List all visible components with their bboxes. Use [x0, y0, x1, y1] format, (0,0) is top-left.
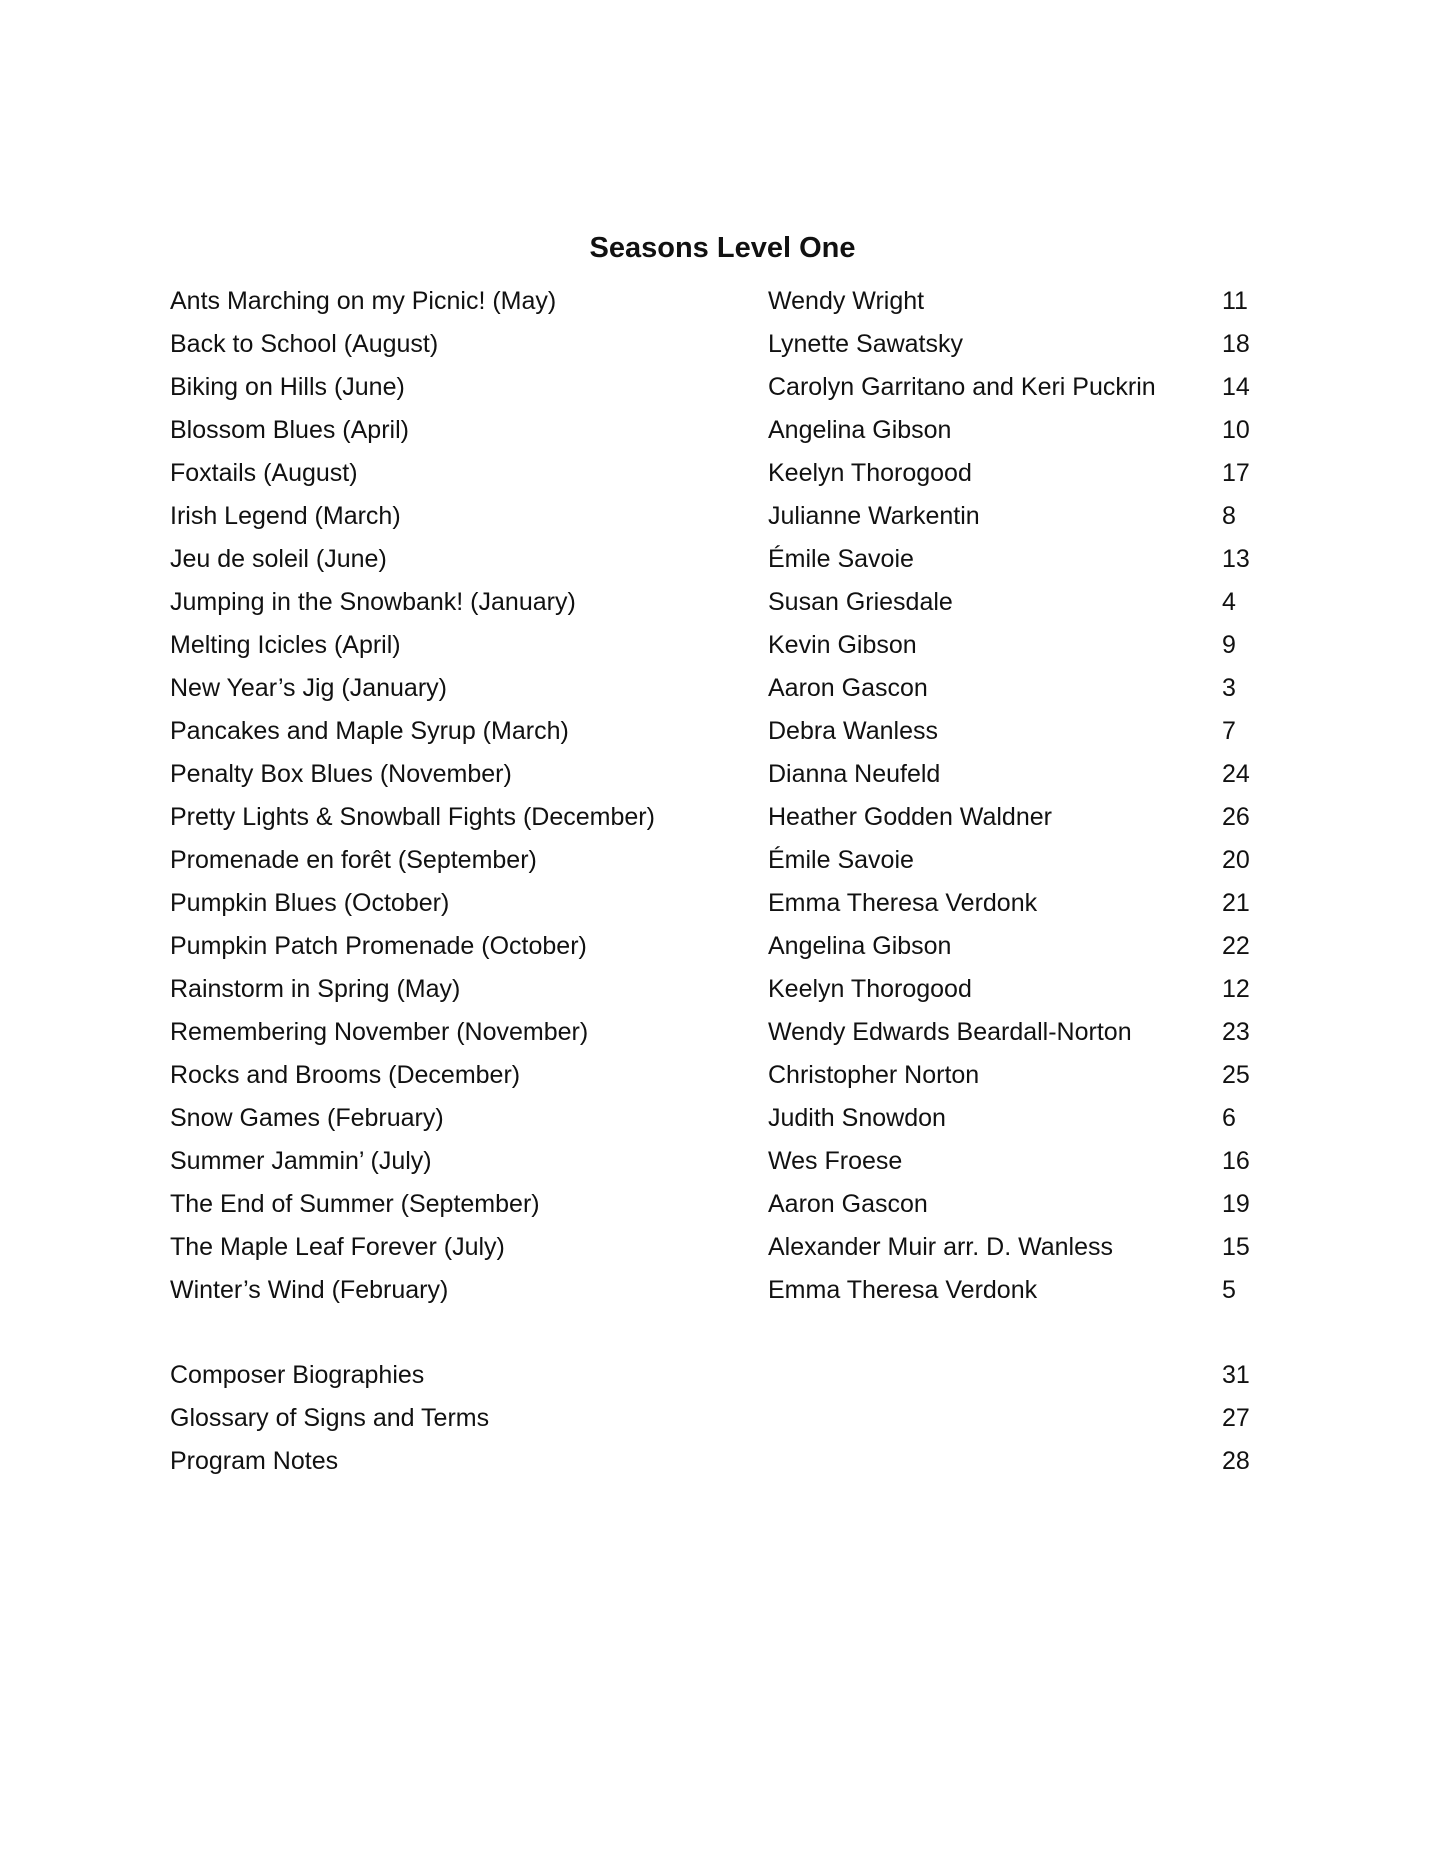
toc-entry — [170, 928, 1270, 971]
supplement-entry — [170, 1400, 1270, 1443]
toc-entry — [170, 1272, 1270, 1315]
supplement-entry — [170, 1443, 1270, 1486]
toc-entry — [170, 412, 1270, 455]
composer-name: Judith Snowdon — [768, 1104, 946, 1132]
page-number: 8 — [1222, 502, 1236, 530]
piece-title: Penalty Box Blues (November) — [170, 760, 512, 788]
supplement-title: Composer Biographies — [170, 1361, 425, 1389]
toc-entry — [170, 283, 1270, 326]
composer-name: Keelyn Thorogood — [768, 975, 972, 1003]
page-number: 21 — [1222, 889, 1250, 917]
toc-entry — [170, 1143, 1270, 1186]
piece-title: Rocks and Brooms (December) — [170, 1061, 521, 1089]
page-number: 3 — [1222, 674, 1236, 702]
piece-title: Biking on Hills (June) — [170, 373, 405, 401]
piece-title: Pumpkin Patch Promenade (October) — [170, 932, 587, 960]
composer-name: Alexander Muir arr. D. Wanless — [768, 1233, 1114, 1261]
composer-name: Debra Wanless — [768, 717, 938, 745]
toc-entry — [170, 1100, 1270, 1143]
toc-entry — [170, 756, 1270, 799]
composer-name: Emma Theresa Verdonk — [768, 889, 1038, 917]
composer-name: Wes Froese — [768, 1147, 903, 1175]
composer-name: Keelyn Thorogood — [768, 459, 972, 487]
composer-name: Lynette Sawatsky — [768, 330, 964, 358]
supplement-title: Glossary of Signs and Terms — [170, 1404, 490, 1432]
page-number: 25 — [1222, 1061, 1250, 1089]
piece-title: Jeu de soleil (June) — [170, 545, 387, 573]
supplement-title: Program Notes — [170, 1447, 339, 1475]
page-number: 4 — [1222, 588, 1236, 616]
page-number: 18 — [1222, 330, 1250, 358]
piece-title: Remembering November (November) — [170, 1018, 589, 1046]
piece-title: Pumpkin Blues (October) — [170, 889, 450, 917]
composer-name: Angelina Gibson — [768, 416, 952, 444]
piece-title: Winter’s Wind (February) — [170, 1276, 449, 1304]
page-number: 12 — [1222, 975, 1250, 1003]
page-number: 13 — [1222, 545, 1250, 573]
page-number: 14 — [1222, 373, 1250, 401]
toc-entry — [170, 670, 1270, 713]
composer-name: Susan Griesdale — [768, 588, 953, 616]
piece-title: Foxtails (August) — [170, 459, 358, 487]
page-number: 6 — [1222, 1104, 1236, 1132]
page-number: 24 — [1222, 760, 1250, 788]
toc-entry — [170, 326, 1270, 369]
page-number: 7 — [1222, 717, 1236, 745]
composer-name: Aaron Gascon — [768, 674, 928, 702]
composer-name: Wendy Wright — [768, 287, 925, 315]
piece-title: Jumping in the Snowbank! (January) — [170, 588, 576, 616]
piece-title: Melting Icicles (April) — [170, 631, 401, 659]
toc-entry — [170, 627, 1270, 670]
page-number: 5 — [1222, 1276, 1236, 1304]
toc-entry — [170, 1014, 1270, 1057]
composer-name: Émile Savoie — [768, 846, 914, 874]
page-number: 22 — [1222, 932, 1250, 960]
piece-title: Snow Games (February) — [170, 1104, 444, 1132]
composer-name: Angelina Gibson — [768, 932, 952, 960]
page-number: 19 — [1222, 1190, 1250, 1218]
piece-title: Back to School (August) — [170, 330, 439, 358]
piece-title: Pretty Lights & Snowball Fights (December) — [170, 803, 655, 831]
piece-title: Ants Marching on my Picnic! (May) — [170, 287, 557, 315]
piece-title: New Year’s Jig (January) — [170, 674, 447, 702]
supplement-entry — [170, 1357, 1270, 1400]
composer-name: Julianne Warkentin — [768, 502, 980, 530]
page-number: 17 — [1222, 459, 1250, 487]
composer-name: Heather Godden Waldner — [768, 803, 1052, 831]
piece-title: Promenade en forêt (September) — [170, 846, 537, 874]
toc-entry — [170, 1229, 1270, 1272]
toc-entry — [170, 541, 1270, 584]
page-number: 26 — [1222, 803, 1250, 831]
composer-name: Emma Theresa Verdonk — [768, 1276, 1038, 1304]
composer-name: Kevin Gibson — [768, 631, 917, 659]
toc-entry — [170, 498, 1270, 541]
piece-title: Irish Legend (March) — [170, 502, 401, 530]
toc-entry — [170, 1186, 1270, 1229]
piece-title: The End of Summer (September) — [170, 1190, 540, 1218]
piece-title: Blossom Blues (April) — [170, 416, 409, 444]
composer-name: Aaron Gascon — [768, 1190, 928, 1218]
composer-name: Carolyn Garritano and Keri Puckrin — [768, 373, 1156, 401]
supplementary-contents — [170, 1357, 1270, 1486]
toc-entry — [170, 1057, 1270, 1100]
page-number: 11 — [1222, 287, 1248, 315]
toc-entry — [170, 455, 1270, 498]
composer-name: Wendy Edwards Beardall-Norton — [768, 1018, 1132, 1046]
toc-entry — [170, 799, 1270, 842]
composer-name: Christopher Norton — [768, 1061, 980, 1089]
toc-entry — [170, 369, 1270, 412]
piece-title: Rainstorm in Spring (May) — [170, 975, 461, 1003]
page-title: Seasons Level One — [589, 232, 856, 264]
composer-name: Émile Savoie — [768, 545, 914, 573]
page-number: 16 — [1222, 1147, 1250, 1175]
toc-entry — [170, 842, 1270, 885]
table-of-contents — [170, 283, 1270, 1315]
page-number: 15 — [1222, 1233, 1250, 1261]
composer-name: Dianna Neufeld — [768, 760, 941, 788]
page-number: 10 — [1222, 416, 1250, 444]
piece-title: Summer Jammin’ (July) — [170, 1147, 432, 1175]
page-number: 31 — [1222, 1361, 1250, 1389]
piece-title: Pancakes and Maple Syrup (March) — [170, 717, 569, 745]
piece-title: The Maple Leaf Forever (July) — [170, 1233, 505, 1261]
toc-entry — [170, 971, 1270, 1014]
toc-entry — [170, 584, 1270, 627]
page-number: 23 — [1222, 1018, 1250, 1046]
toc-entry — [170, 713, 1270, 756]
page-number: 27 — [1222, 1404, 1250, 1432]
page-number: 28 — [1222, 1447, 1250, 1475]
toc-entry — [170, 885, 1270, 928]
page-number: 9 — [1222, 631, 1236, 659]
page-number: 20 — [1222, 846, 1250, 874]
